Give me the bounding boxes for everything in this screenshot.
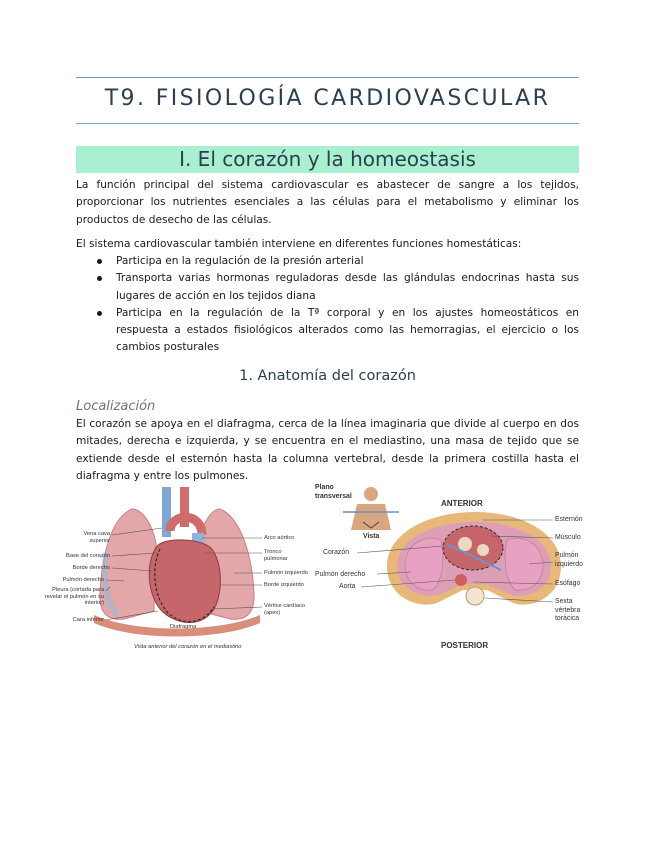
figure-label: Pulmón derecho <box>315 571 366 578</box>
figure-label: Borde derecho <box>72 565 110 571</box>
list-item <box>76 270 579 305</box>
figure-label: Arco aórtico <box>264 535 295 541</box>
page-title: T9. FISIOLOGÍA CARDIOVASCULAR <box>104 86 551 111</box>
right-figure-labels <box>315 484 611 656</box>
top-rule <box>76 77 579 78</box>
location-paragraph: El corazón se apoya en el diafragma, cerca de la línea imaginaria que divide al cuerpo en dos mitades, derecha e izquierda, y se encuentra en el mediastino, una masa de tejido que se extiende desde el esternón hasta la columna vertebral, desde la primera costilla hasta el diafragma y entre los pulmones. <box>76 418 579 482</box>
figure-label: Corazón <box>323 549 350 556</box>
bullet-icon <box>97 276 102 281</box>
figure-label: Vértice cardíaco (apex) <box>264 603 306 616</box>
figure-label: Vista <box>363 533 380 540</box>
figure-label: Sexta vértebra torácica <box>555 598 581 623</box>
figure-label: Pulmón izquierdo <box>555 552 583 568</box>
list-item <box>76 305 579 357</box>
intro-paragraph: La función principal del sistema cardiovascular es abastecer de sangre a los tejidos, proporcionar los nutrientes esenciales a las células para el metabolismo y eliminar los productos de desecho de las células. <box>76 179 579 226</box>
bullet-icon <box>97 311 102 316</box>
bullet-icon <box>97 259 102 264</box>
figure-label: Tronco pulmonar <box>264 549 288 562</box>
figure-label: Plano transversal <box>315 484 352 500</box>
left-figure-labels <box>34 483 318 663</box>
title-rule <box>76 123 579 124</box>
figure-label: Músculo <box>555 534 581 541</box>
figure-label: Pulmón derecho <box>62 577 104 583</box>
figure-label: Borde izquierdo <box>264 582 304 588</box>
list-item-text: Transporta varias hormonas reguladoras desde las glándulas endocrinas hasta sus lugares de acción en los tejidos diana <box>116 272 579 302</box>
figure-label: POSTERIOR <box>441 641 489 650</box>
figure-label: Pulmón izquierdo <box>264 570 308 576</box>
section-heading: I. El corazón y la homeostasis <box>76 146 579 173</box>
figure-label: Aorta <box>339 583 356 590</box>
homeostasis-list <box>76 253 579 357</box>
figure-label: Pleura (cortada para revelar el pulmón en su interior) <box>44 587 104 607</box>
figure-label: Cara inferior <box>72 617 104 623</box>
figure-caption: Vista anterior del corazón en el mediastino <box>134 644 242 650</box>
list-item-text: Participa en la regulación de la presión arterial <box>116 255 364 267</box>
subsection-heading: 1. Anatomía del corazón <box>239 368 416 384</box>
figure-label: Esófago <box>555 580 581 587</box>
figure-label: Diafragma <box>170 624 197 630</box>
figure-label: ANTERIOR <box>441 499 483 508</box>
list-item-text: Participa en la regulación de la Tª corporal y en los ajustes homeostáticos en respuesta a estados fisiológicos alterados como las hemorragias, el ejercicio o los cambios posturales <box>116 306 579 354</box>
homeostasis-intro: El sistema cardiovascular también interviene en diferentes funciones homestáticas: <box>76 238 522 250</box>
figure-label: Vena cava superior <box>83 531 110 544</box>
figure-label: Base del corazón <box>66 553 110 559</box>
subsubsection-heading: Localización <box>76 399 156 414</box>
figure-label: Esternón <box>555 516 583 523</box>
thorax-transverse-figure <box>315 484 611 656</box>
list-item <box>76 253 579 270</box>
heart-mediastinum-figure <box>34 483 318 663</box>
